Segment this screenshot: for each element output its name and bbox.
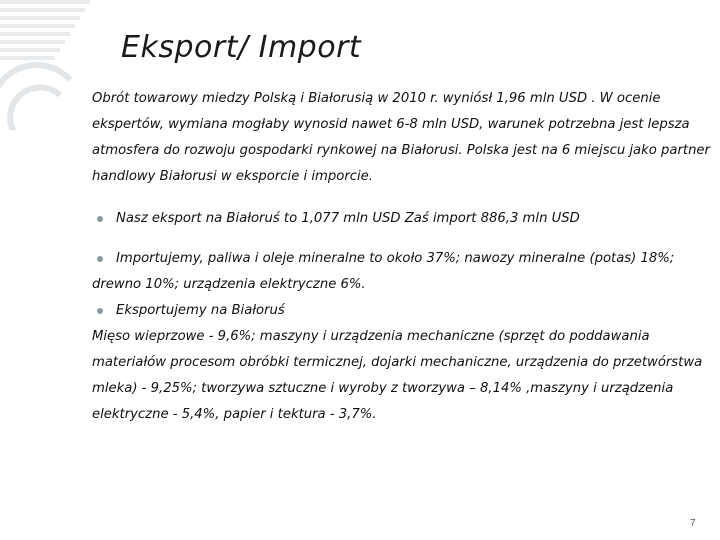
slide-title: Eksport/ Import (121, 30, 362, 65)
bullet-icon (97, 256, 103, 262)
bullet-text: Importujemy, paliwa i oleje mineralne to około 37%; nawozy mineralne (potas) 18%; (116, 251, 675, 266)
intro-paragraph: Obrót towarowy miedzy Polską i Białorusią w 2010 r. wyniósł 1,96 mln USD . W ocenie ekspertów, wymiana mogłaby wynosid nawet 6-8 mln USD, warunek potrzebna jest lepsza atmosfera do rozwoju gospodarki rynkowej na Białorusi. Polska jest na 6 miejscu jako partner handlowy Białorusi w eksporcie i imporcie. (92, 91, 710, 184)
slide-body (92, 86, 712, 428)
bullet-item-exports (92, 298, 712, 324)
export-detail-paragraph: Mięso wieprzowe - 9,6%; maszyny i urządzenia mechaniczne (sprzęt do poddawania materiałów procesom obróbki termicznej, dojarki mechaniczne, urządzenia do przetwórstwa mleka) - 9,25%; tworzywa sztuczne i wyroby z tworzywa – 8,14% ,maszyny i urządzenia elektryczne - 5,4%, papier i tektura - 3,7%. (92, 329, 703, 422)
imports-continuation: drewno 10%; urządzenia elektryczne 6%. (92, 277, 366, 292)
bullet-item-imports (92, 246, 712, 272)
bullet-text: Eksportujemy na Białoruś (116, 303, 285, 318)
bullet-item-trade-values (92, 206, 712, 232)
bullet-text: Nasz eksport na Białoruś to 1,077 mln USD Zaś import 886,3 mln USD (116, 211, 580, 226)
background-decoration (0, 0, 90, 130)
bullet-icon (97, 216, 103, 222)
page-number: 7 (690, 518, 696, 529)
bullet-icon (97, 308, 103, 314)
